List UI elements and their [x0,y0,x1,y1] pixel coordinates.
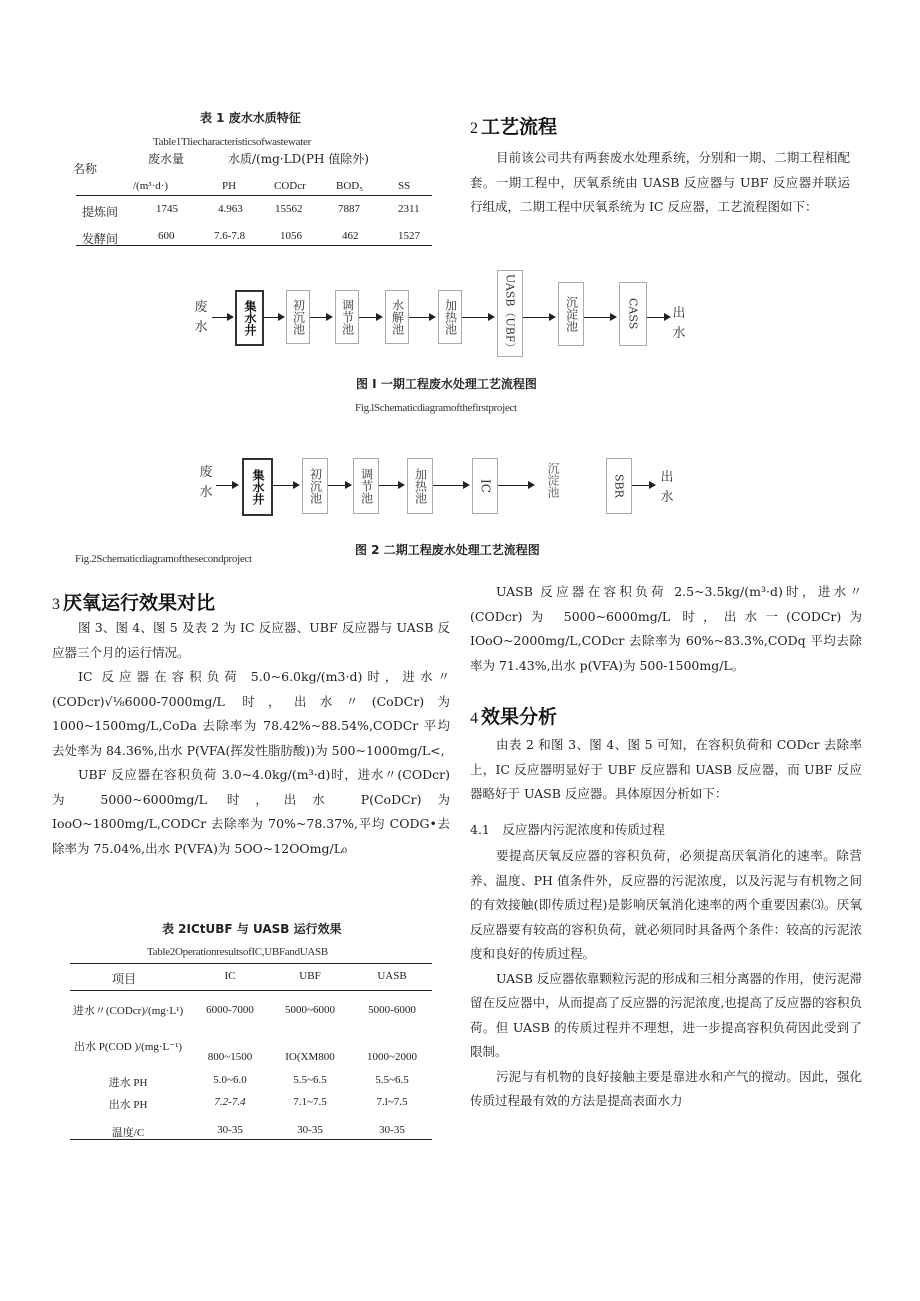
table1-header-quality: 水质/(mg·LD(PH 值除外) [228,152,369,166]
fig1-box-hydrolysis-tank: 水解池 [385,290,409,344]
fig1-arrowhead-6 [549,313,556,321]
fig2-sedimentation-tank-label: 沉淀池 [546,462,560,498]
table2-title-en: Table2OperationresultsofIC,UBFandUASB [147,946,328,958]
section4-paragraph: 由表 2 和图 3、图 4、图 5 可知，在容积负荷和 CODcr 去除率上，IC 反应器明显好于 UBF 反应器和 UASB 反应器，而 UBF 反应器略好于 UASB 反应器。具体原因分析如下： [470,737,862,801]
fig2-arrowhead-3 [398,481,405,489]
fig1-input-char2: 水 [194,320,208,335]
subsection-4-1-title: 4.1 反应器内污泥浓度和传质过程 [470,822,665,837]
fig2-arrow-5 [498,485,530,486]
table2-cell-item: 温度/C [111,1127,145,1139]
section4-title: 效果分析 [481,706,558,728]
table1-row2-name: 发酵间 [82,232,119,246]
table2-row [70,1040,432,1068]
subsection-4-1-paragraph-2: UASB 反应器依靠颗粒污泥的形成和三相分离器的作用，使污泥滞留在反应器中，从而提高了反应器的污泥浓度,也提高了反应器的容积负荷。但 UASB 的传质过程并不理想，进一步提高容积负荷因此受到了限制。 [470,970,862,1059]
table2-header-ubf: UBF [299,970,321,982]
section2-title: 工艺流程 [481,116,558,138]
table2-cell: 5000-6000 [368,1004,416,1016]
fig1-arrowhead-in [227,313,234,321]
table1-row1-bod: 7887 [338,203,360,215]
table2-cell-item: 进水 PH [108,1077,148,1089]
fig1-box-primary-sedimentation: 初沉池 [286,290,310,344]
fig2-arrowhead-1 [293,481,300,489]
table2-cell: 1000~2000 [367,1051,417,1063]
table2-cell-item: 出水 P(COD )/(mg·L⁻¹) [73,1041,183,1053]
fig2-arrowhead-2 [345,481,352,489]
table1-row1-name: 提炼间 [82,205,119,219]
section2-paragraph [470,146,850,220]
fig1-output-char2: 水 [672,326,686,341]
fig2-box-sbr: SBR [606,458,632,514]
fig2-arrow-4 [433,485,465,486]
section3-paragraph-2: IC 反应器在容积负荷 5.0~6.0kg/(m3·d)时，进水〃(CODcr)√⅛6000-7000mg/L 时，出水〃(CoDCr)为 1000~1500mg/L,CoDa 去除率为 78.42%~88.54%,CODCr 平均去处率为 84.36%,出水 P(VFA(挥发性脂肪酸))为 500~1000mg/L<, [52,669,450,758]
table2-cell: 30-35 [379,1124,405,1136]
section3-heading [52,588,215,615]
section4-body [470,733,862,807]
table1-title: 表 1 废水水质特征 [200,111,301,125]
table2-cell: 6000-7000 [206,1004,254,1016]
table2-cell: 5.0~6.0 [213,1074,247,1086]
fig1-box-cass: CASS [619,282,647,346]
fig2-input-char1: 废 [199,465,213,480]
table2-header-ic: IC [224,970,236,982]
section2-number: 2 [470,120,478,137]
table1-rule [76,195,432,196]
fig1-caption-en: Fig.lSchematicdiagramofthefirstproject [355,402,517,414]
table1-row2-cod: 1056 [280,230,302,242]
fig2-box-collection-well: 集水井 [242,458,273,516]
fig2-input-label [198,463,214,503]
fig2-output-char1: 出 [660,470,674,485]
fig1-arrow-6 [523,317,551,318]
fig2-caption: 图 2 二期工程废水处理工艺流程图 [355,543,540,557]
fig1-arrowhead-7 [610,313,617,321]
table2-cell-item: 进水〃(CODcr)/(mg·L¹) [72,1005,184,1017]
table1-title-en: Table1Tliecharacteristicsofwastewater [153,136,311,148]
table1-col-cod: CODcr [274,180,306,192]
fig1-arrowhead-out [664,313,671,321]
table2-cell-item: 出水 PH [108,1099,148,1111]
table2-cell: 800~1500 [207,1051,253,1063]
section3-paragraph-3: UBF 反应器在容积负荷 3.0~4.0kg/(m³·d)时，进水〃(CODcr)为 5000~6000mg/L 时，出水 P(CoDCr)为 IooO~1800mg/L,CODCr 去除率为 70%~78.37%,平均 CODG•去除率为 75.04%,出水 P(VFA)为 5OO~12OOmg/L₀ [52,767,450,856]
fig2-box-regulation-tank: 调节池 [353,458,379,514]
fig1-arrowhead-5 [488,313,495,321]
fig2-arrowhead-in [232,481,239,489]
table2-row [70,1004,432,1034]
subsection-4-1-paragraph-1: 要提高厌氧反应器的容积负荷，必须提高厌氧消化的速率。除营养、温度、PH 值条件外，反应器的污泥浓度，以及污泥与有机物之间的有效接触(即传质过程)是影响厌氧消化速率的两个重要因素⑶。厌氧反应器要有较高的容积负荷，就必须同时具备两个条件：较高的污泥浓度和良好的传质过程。 [470,848,862,961]
table2-bottom-rule [70,1139,432,1140]
fig2-arrowhead-4 [463,481,470,489]
table1-row2-ss: 1527 [398,230,420,242]
table1-col-ss: SS [398,180,411,192]
fig2-box-heating-tank: 加热池 [407,458,433,514]
table2-row [70,1096,432,1112]
fig1-box-regulation-tank: 调节池 [335,290,359,344]
table2-title: 表 2ICtUBF 与 UASB 运行效果 [162,922,342,936]
fig2-box-primary-sedimentation: 初沉池 [302,458,328,514]
subsection-4-1-paragraph-3: 污泥与有机物的良好接触主要是靠进水和产气的搅动。因此，强化传质过程最有效的方法是提高表面水力 [470,1068,862,1108]
table2-cell: 5.5~6.5 [293,1074,327,1086]
fig1-arrowhead-4 [429,313,436,321]
fig2-arrowhead-out [649,481,656,489]
section3-title: 厌氧运行效果对比 [63,592,216,614]
fig2-box-ic: IC [472,458,498,514]
table2-cell: 5.5~6.5 [375,1074,409,1086]
table2-header-rule [70,990,432,991]
table1-unit-volume: /(m³·d·) [133,180,169,192]
table2-header-uasb: UASB [377,970,407,982]
table2-header-row [70,970,432,988]
table1-col-bod: BOD₅ [336,180,364,192]
table2-row [70,1124,432,1140]
table2-cell: 7.2-7.4 [214,1096,246,1108]
fig1-arrowhead-1 [278,313,285,321]
table2-cell: 7.l~7.5 [376,1096,408,1108]
table1-row1-volume: 1745 [156,203,178,215]
fig2-input-char2: 水 [199,485,213,500]
section2-text: 目前该公司共有两套废水处理系统，分别和一期、二期工程相配套。一期工程中，厌氧系统由 UASB 反应器与 UBF 反应器并联运行组成，二期工程中厌氧系统为 IC 反应器，工艺流程图如下： [470,150,850,214]
section3-number: 3 [52,596,60,613]
table2-cell: 7.1~7.5 [293,1096,327,1108]
table2-cell: 30-35 [217,1124,243,1136]
subsection-4-1-body [470,844,862,1114]
fig1-caption: 图 I 一期工程废水处理工艺流程图 [356,377,537,391]
table1-row1-ss: 2311 [398,203,420,215]
table2-cell: IO(XM800 [285,1051,335,1063]
uasb-paragraph-text: UASB 反应器在容积负荷 2.5~3.5kg/(m³·d)时，进水〃(CODcr)为 5000~6000mg/L 时，出水一(CODCr)为 IOoO~2000mg/L,CODcr 去除率为 60%~83.3%,CODq 平均去除率为 71.43%,出水 p(VFA)为 500-1500mg/L。 [470,584,862,673]
fig2-caption-en: Fig.2Schematicdiagramofthesecondproject [75,553,252,565]
table1-header-name: 名称 [73,162,98,176]
table1-bottom-rule [76,245,432,246]
fig2-output-char2: 水 [660,490,674,505]
table1-col-ph: PH [222,180,237,192]
fig1-box-sedimentation-tank: 沉淀池 [558,282,584,346]
fig1-arrow-5 [462,317,490,318]
table1-row2-ph: 7.6-7.8 [214,230,246,242]
section3-body [52,616,450,861]
uasb-paragraph [470,580,862,678]
section4-heading [470,702,557,729]
section2-heading [470,112,557,139]
table2-cell: 30-35 [297,1124,323,1136]
fig2-output-label [659,468,675,508]
fig1-output-char1: 出 [672,306,686,321]
table2 [70,966,432,1146]
fig1-box-uasb-ubf: UASB（UBF） [497,270,523,357]
fig1-box-collection-well: 集水井 [235,290,264,346]
fig1-arrowhead-2 [326,313,333,321]
table1-row1-cod: 15562 [275,203,303,215]
table1-row2-bod: 462 [342,230,359,242]
fig1-input-char1: 废 [194,300,208,315]
fig1-arrowhead-3 [376,313,383,321]
table2-top-rule [70,963,432,964]
table1-row1-ph: 4.963 [218,203,243,215]
section4-number: 4 [470,710,478,727]
table1-header-volume: 废水量 [148,152,185,166]
fig1-input-label [193,298,209,338]
table2-cell: 5000~6000 [285,1004,335,1016]
table2-header-item: 项目 [111,972,136,986]
fig1-box-heating-tank: 加热池 [438,290,462,344]
table1-row2-volume: 600 [158,230,175,242]
table2-row [70,1074,432,1090]
fig1-output-label [671,304,687,344]
fig1-arrow-7 [584,317,612,318]
fig2-arrowhead-5 [528,481,535,489]
section3-paragraph-1: 图 3、图 4、图 5 及表 2 为 IC 反应器、UBF 反应器与 UASB 反应器三个月的运行情况。 [52,620,450,660]
